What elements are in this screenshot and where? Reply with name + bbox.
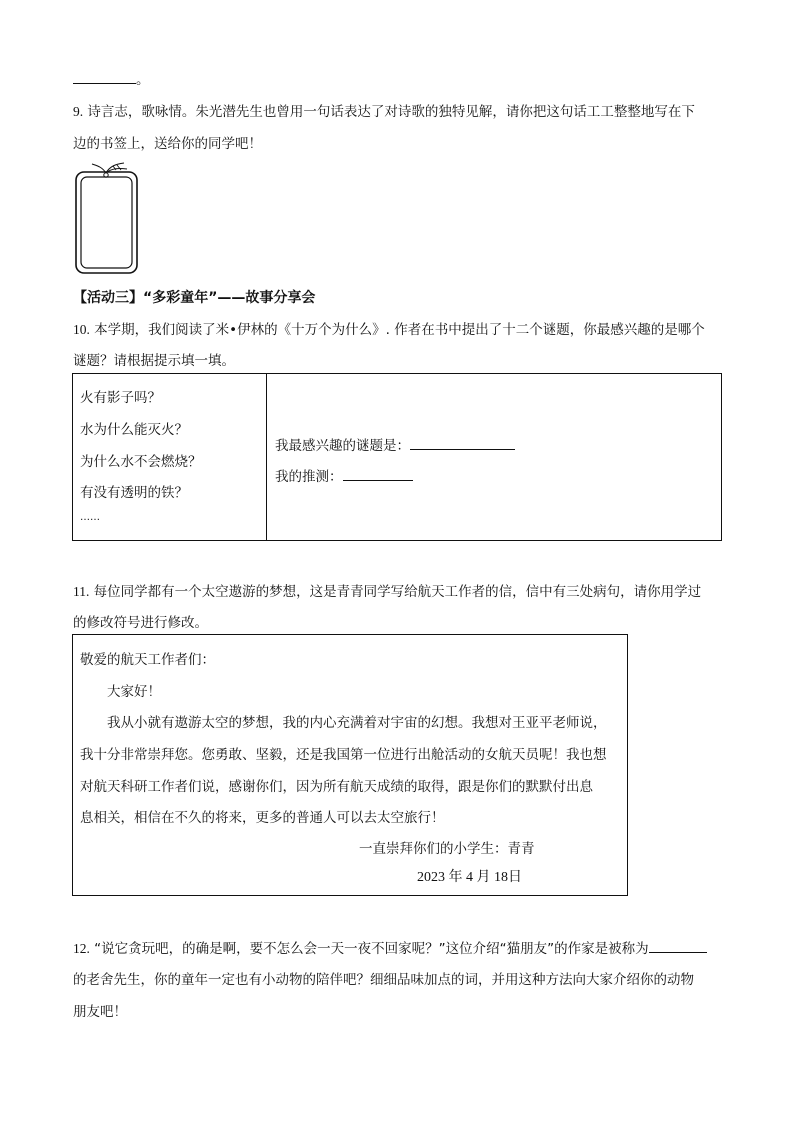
letter-date: 2023 年 4 月 18日	[417, 870, 522, 885]
activity-3-heading: 【活动三】“多彩童年”——故事分享会	[73, 290, 316, 306]
guess-answer-blank[interactable]	[343, 466, 413, 481]
guess-answer-row	[275, 465, 413, 485]
letter-greeting: 大家好！	[107, 684, 161, 700]
letter-body-line[interactable]: 息相关，相信在不久的将来，更多的普通人可以去太空旅行！	[80, 810, 445, 826]
interest-answer-row	[275, 434, 515, 454]
riddle-item: 水为什么能灭火？	[80, 422, 188, 438]
letter-body-line[interactable]: 我十分非常崇拜您。您勇敢、坚毅，还是我国第一位进行出舱活动的女航天员呢！我也想	[80, 747, 607, 763]
guess-label: 我的推测：	[275, 469, 343, 485]
letter-salutation: 敬爱的航天工作者们：	[80, 652, 215, 668]
question-10-number: 10.	[73, 322, 90, 337]
question-9-line-1: 9. 诗言志，歌咏情。朱光潜先生也曾用一句话表达了对诗歌的独特见解，请你把这句话工工整整地写在下	[73, 104, 695, 120]
riddle-table-divider	[266, 373, 267, 541]
question-11-number: 11.	[73, 584, 90, 599]
answer-blank-previous[interactable]	[73, 68, 150, 88]
letter-body-line[interactable]: 我从小就有遨游太空的梦想，我的内心充满着对宇宙的幻想。我想对王亚平老师说，	[107, 715, 607, 731]
bookmark-icon[interactable]	[72, 160, 142, 278]
question-10-line-1: 10. 本学期，我们阅读了米•伊林的《十万个为什么》. 作者在书中提出了十二个谜题，你最感兴趣的是哪个	[73, 322, 705, 338]
riddle-ellipsis: ……	[80, 512, 100, 523]
letter-body-line[interactable]: 对航天科研工作者们说，感谢你们，因为所有航天成绩的取得，跟是你们的默默付出息	[80, 779, 593, 795]
interest-label: 我最感兴趣的谜题是：	[275, 438, 410, 454]
question-11-line-2: 的修改符号进行修改。	[73, 615, 208, 631]
question-9-line-2: 边的书签上，送给你的同学吧！	[73, 136, 262, 152]
question-12-line-1: 12. “说它贪玩吧，的确是啊，要不怎么会一天一夜不回家呢？”这位介绍“猫朋友”的作家是被称为	[73, 937, 707, 957]
riddle-item: 为什么水不会燃烧？	[80, 454, 202, 470]
question-11-line-1: 11. 每位同学都有一个太空遨游的梦想，这是青青同学写给航天工作者的信，信中有三处病句，请你用学过	[73, 584, 702, 600]
period-text: 。	[136, 72, 150, 88]
question-12-line-3: 朋友吧！	[73, 1004, 127, 1020]
question-12-line-2: 的老舍先生，你的童年一定也有小动物的陪伴吧？细细品味加点的词，并用这种方法向大家介绍你的动物	[73, 972, 694, 988]
interest-answer-blank[interactable]	[410, 435, 515, 450]
letter-signature: 一直崇拜你们的小学生：青青	[359, 841, 535, 857]
writer-title-blank[interactable]	[649, 938, 707, 953]
letter-box	[72, 634, 628, 896]
question-9-number: 9.	[73, 104, 84, 119]
riddle-item: 有没有透明的铁？	[80, 485, 188, 501]
riddle-item: 火有影子吗？	[80, 390, 161, 406]
question-12-number: 12.	[73, 941, 90, 956]
question-10-line-2: 谜题？请根据提示填一填。	[73, 353, 235, 369]
